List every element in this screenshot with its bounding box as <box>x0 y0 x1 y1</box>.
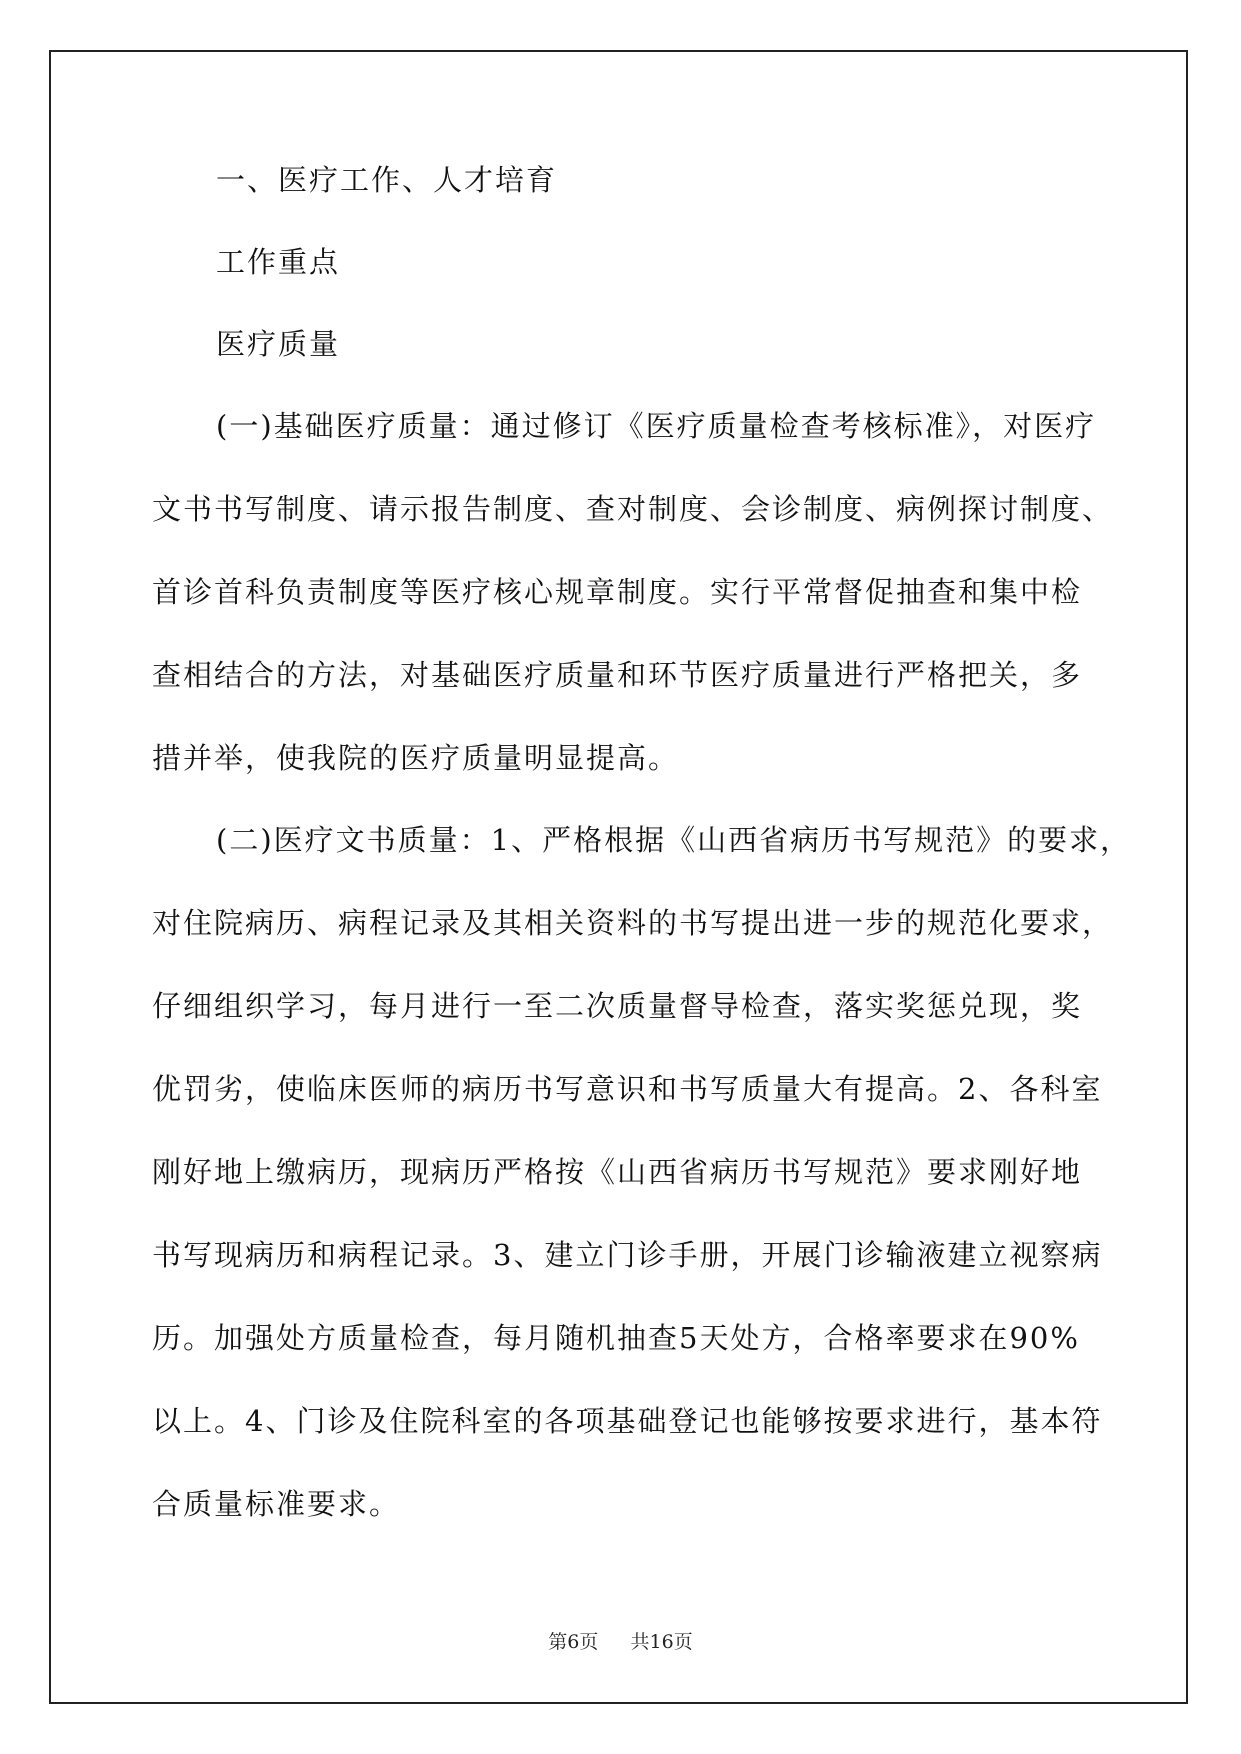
paragraph-line: (一)基础医疗质量：通过修订《医疗质量检查考核标准》，对医疗 <box>216 409 1097 443</box>
paragraph-document-quality <box>152 820 1132 1524</box>
paragraph-line: 文书书写制度、请示报告制度、查对制度、会诊制度、病例探讨制度、 <box>152 492 1114 526</box>
page-number: 第6页 <box>548 1631 599 1653</box>
page-total: 共16页 <box>630 1631 693 1653</box>
page-footer <box>0 1627 1241 1654</box>
paragraph-line: 书写现病历和病程记录。3、建立门诊手册，开展门诊输液建立视察病 <box>152 1238 1103 1272</box>
section-heading: 一、医疗工作、人才培育 <box>216 163 558 197</box>
paragraph-line: 措并举，使我院的医疗质量明显提高。 <box>152 741 680 775</box>
subheading-focus: 工作重点 <box>216 245 341 279</box>
paragraph-line: 合质量标准要求。 <box>152 1487 401 1521</box>
paragraph-line: 刚好地上缴病历，现病历严格按《山西省病历书写规范》要求刚好地 <box>152 1155 1083 1189</box>
document-body <box>152 160 1132 1524</box>
paragraph-line: 仔细组织学习，每月进行一至二次质量督导检查，落实奖惩兑现，奖 <box>152 989 1083 1023</box>
paragraph-line: 对住院病历、病程记录及其相关资料的书写提出进一步的规范化要求， <box>152 906 1114 940</box>
paragraph-line: 优罚劣，使临床医师的病历书写意识和书写质量大有提高。2、各科室 <box>152 1072 1103 1106</box>
paragraph-line: 以上。4、门诊及住院科室的各项基础登记也能够按要求进行，基本符 <box>152 1404 1103 1438</box>
paragraph-line: 历。加强处方质量检查，每月随机抽查5天处方，合格率要求在90% <box>152 1321 1080 1355</box>
paragraph-basic-quality <box>152 406 1114 778</box>
subheading-quality: 医疗质量 <box>216 327 341 361</box>
paragraph-line: 查相结合的方法，对基础医疗质量和环节医疗质量进行严格把关，多 <box>152 658 1083 692</box>
paragraph-line: 首诊首科负责制度等医疗核心规章制度。实行平常督促抽查和集中检 <box>152 575 1083 609</box>
paragraph-line: (二)医疗文书质量：1、严格根据《山西省病历书写规范》的要求， <box>216 823 1132 857</box>
